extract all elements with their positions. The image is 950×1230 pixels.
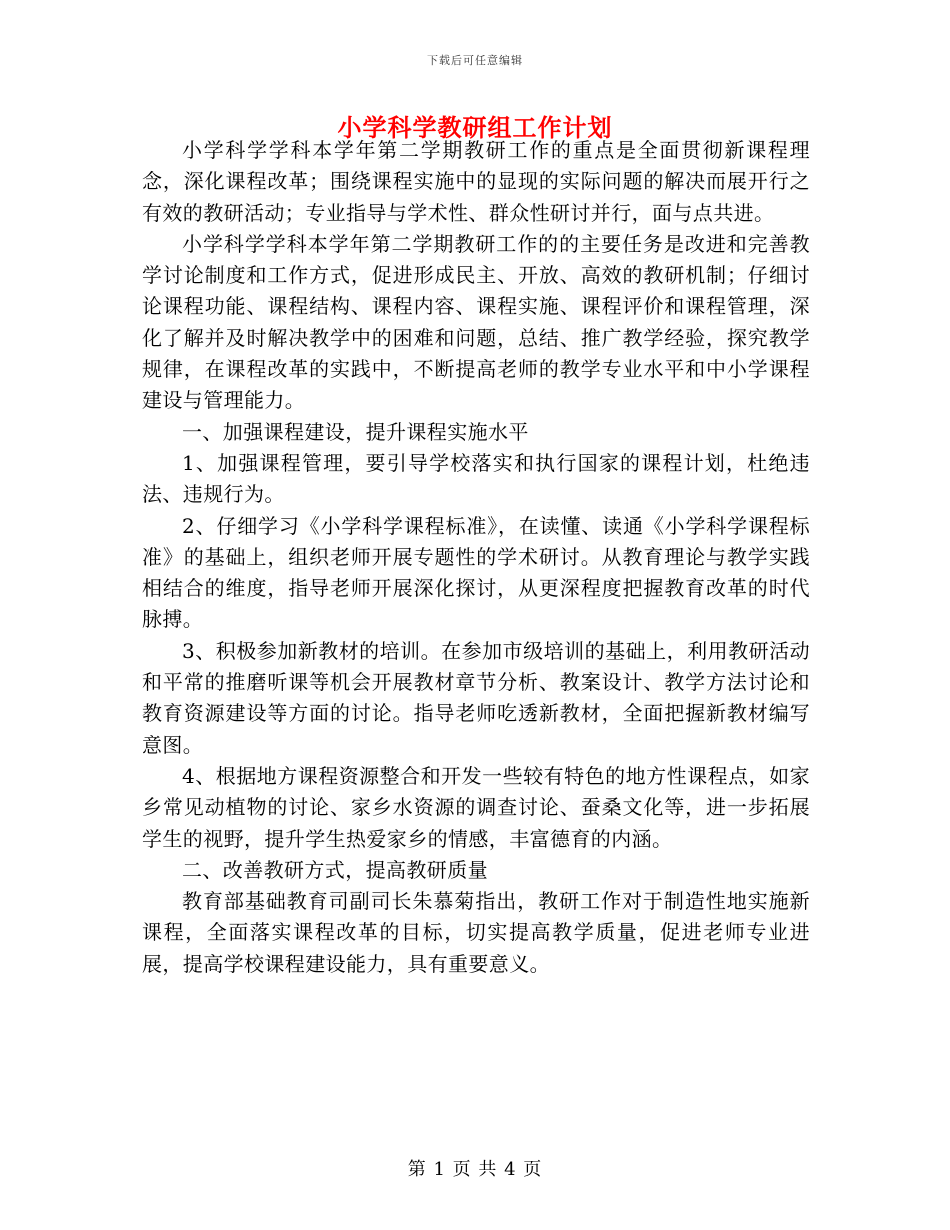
paragraph-item-2: 2、仔细学习《小学科学课程标准》，在读懂、读通《小学科学课程标准》的基础上，组织老师开展专题性的学术研讨。从教育理论与教学实践相结合的维度，指导老师开展深化探讨，从更深程度把握教育改革的时代脉搏。 [142, 513, 810, 632]
section-heading-2: 二、改善教研方式，提高教研质量 [182, 857, 488, 882]
paragraph-intro: 小学科学学科本学年第二学期教研工作的重点是全面贯彻新课程理念，深化课程改革；围绕课程实施中的显现的实际问题的解决而展开行之有效的教研活动；专业指导与学术性、群众性研讨并行，面与点共进。 [142, 138, 810, 225]
paragraph-item-4: 4、根据地方课程资源整合和开发一些较有特色的地方性课程点，如家乡常见动植物的讨论、家乡水资源的调查讨论、蚕桑文化等，进一步拓展学生的视野，提升学生热爱家乡的情感，丰富德育的内涵。 [142, 763, 810, 851]
document-body [142, 135, 810, 980]
paragraph-main-tasks: 小学科学学科本学年第二学期教研工作的的主要任务是改进和完善教学讨论制度和工作方式，促进形成民主、开放、高效的教研机制；仔细讨论课程功能、课程结构、课程内容、课程实施、课程评价和课程管理，深化了解并及时解决教学中的困难和问题，总结、推广教学经验，探究教学规律，在课程改革的实践中，不断提高老师的教学专业水平和中小学课程建设与管理能力。 [142, 231, 810, 413]
header-note: 下载后可任意编辑 [427, 54, 523, 67]
document-title: 小学科学教研组工作计划 [337, 113, 613, 142]
paragraph-quote: 教育部基础教育司副司长朱慕菊指出，教研工作对于制造性地实施新课程，全面落实课程改革的目标，切实提高教学质量，促进老师专业进展，提高学校课程建设能力，具有重要意义。 [142, 889, 810, 976]
paragraph-item-3: 3、积极参加新教材的培训。在参加市级培训的基础上，利用教研活动和平常的推磨听课等机会开展教材章节分析、教案设计、教学方法讨论和教育资源建设等方面的讨论。指导老师吃透新教材，全面把握新教材编写意图。 [142, 638, 810, 757]
paragraph-item-1: 1、加强课程管理，要引导学校落实和执行国家的课程计划，杜绝违法、违规行为。 [142, 450, 810, 507]
section-heading-1: 一、加强课程建设，提升课程实施水平 [182, 419, 529, 444]
page-footer: 第 1 页 共 4 页 [407, 1159, 543, 1180]
